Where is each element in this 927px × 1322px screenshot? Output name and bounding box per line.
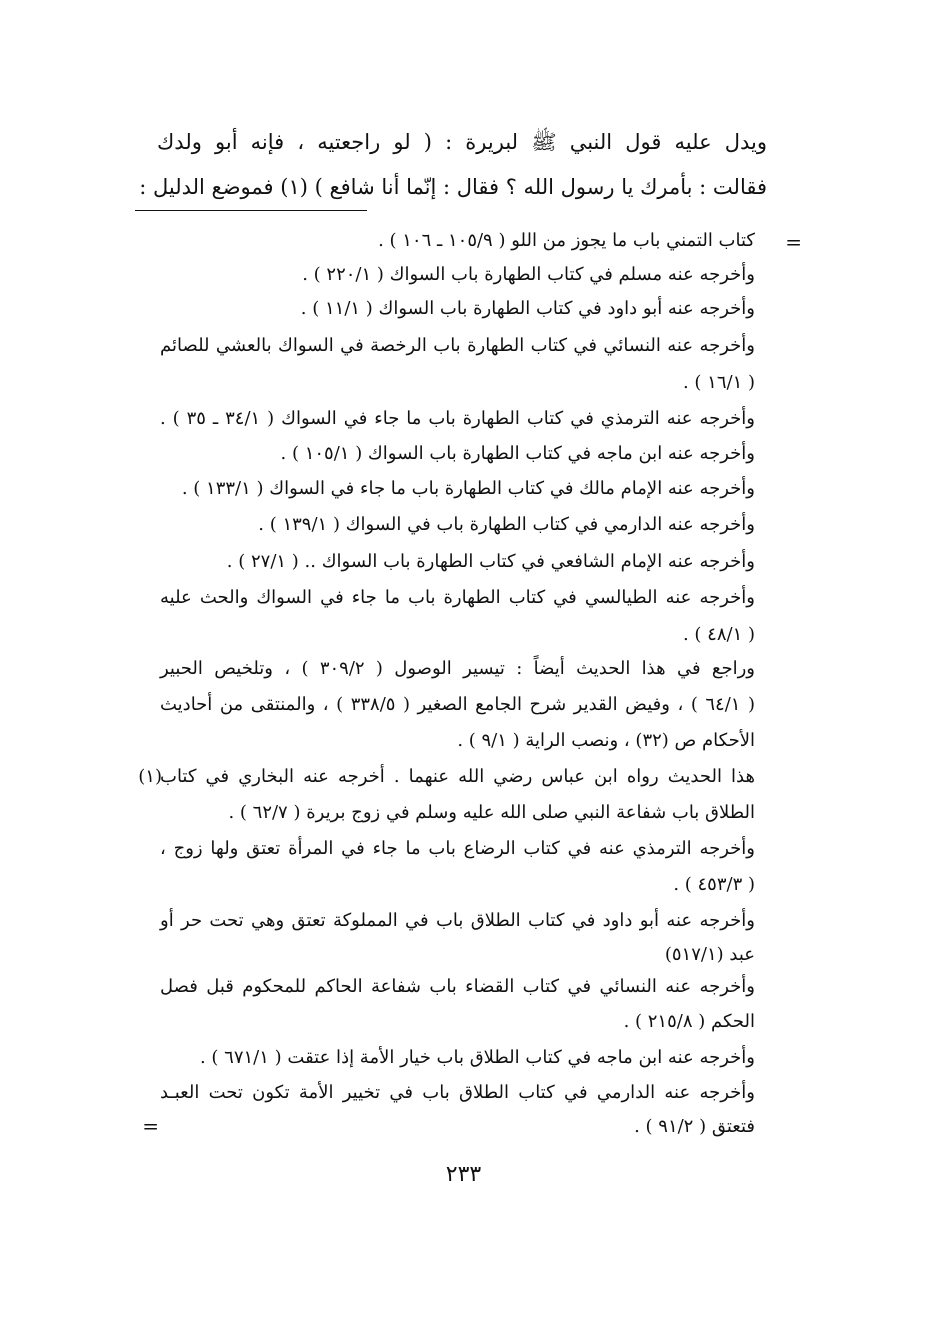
footnote-separator bbox=[135, 210, 367, 211]
footnote-line: الأحكام ص (٣٢) ، ونصب الراية ( ٩/١ ) . bbox=[457, 730, 755, 751]
footnote-number: (١) bbox=[138, 766, 162, 787]
footnote-line: وأخرجه عنه ابن ماجه في كتاب الطلاق باب خيار الأمة إذا عتقت ( ٦٧١/١ ) . bbox=[199, 1047, 755, 1068]
footnote-line: وأخرجه عنه ابن ماجه في كتاب الطهارة باب السواك ( ١٠٥/١ ) . bbox=[280, 443, 755, 464]
footnote-line: وأخرجه عنه الدارمي في كتاب الطلاق باب في تخيير الأمة تكون تحت العبـد bbox=[160, 1082, 755, 1103]
footnote-line: وأخرجه عنه الإمام الشافعي في كتاب الطهارة باب السواك .. ( ٢٧/١ ) . bbox=[226, 551, 755, 572]
footnote-line: ( ٦٤/١ ) ، وفيض القدير شرح الجامع الصغير ( ٣٣٨/٥ ) ، والمنتقى من أحاديث bbox=[160, 694, 756, 715]
footnote-line: وأخرجه الترمذي عنه في كتاب الرضاع باب ما جاء في المرأة تعتق ولها زوج ، bbox=[160, 838, 755, 859]
continuation-marker-end: = bbox=[142, 1114, 159, 1138]
continuation-marker: = bbox=[785, 230, 802, 254]
footnote-line: وأخرجه عنه الدارمي في كتاب الطهارة باب في السواك ( ١٣٩/١ ) . bbox=[258, 514, 755, 535]
main-text-line: ويدل عليه قول النبي ﷺ لبريرة : ( لو راجعتيه ، فإنه أبو ولدك bbox=[157, 130, 767, 154]
footnote-line: وأخرجه عنه الترمذي في كتاب الطهارة باب ما جاء في السواك ( ٣٤/١ ـ ٣٥ ) . bbox=[160, 408, 755, 429]
footnote-line: كتاب التمني باب ما يجوز من اللو ( ١٠٥/٩ ـ ١٠٦ ) . bbox=[378, 230, 755, 251]
footnote-line: وأخرجه عنه الإمام مالك في كتاب الطهارة باب ما جاء في السواك ( ١٣٣/١ ) . bbox=[181, 478, 755, 499]
footnote-line: عبد (٥١٧/١) bbox=[664, 944, 755, 965]
footnote-line: هذا الحديث رواه ابن عباس رضي الله عنهما . أخرجه عنه البخاري في كتاب bbox=[160, 766, 755, 787]
footnote-line: وأخرجه عنه الطيالسي في كتاب الطهارة باب ما جاء في السواك والحث عليه bbox=[160, 587, 755, 608]
footnote-line: ( ١٦/١ ) . bbox=[682, 372, 755, 393]
footnote-line: وأخرجه عنه مسلم في كتاب الطهارة باب السواك ( ٢٢٠/١ ) . bbox=[302, 264, 755, 285]
main-text-line: فقالت : بأمرك يا رسول الله ؟ فقال : إنّما أنا شافع ) (١) فموضع الدليل : bbox=[139, 175, 767, 199]
footnote-line: ( ٤٨/١ ) . bbox=[682, 624, 755, 645]
main-text bbox=[139, 120, 767, 210]
footnote-line: وأخرجه عنه أبو داود في كتاب الطهارة باب السواك ( ١١/١ ) . bbox=[300, 298, 755, 319]
footnote-line: وأخرجه عنه النسائي في كتاب الطهارة باب الرخصة في السواك بالعشي للصائم bbox=[160, 335, 755, 356]
footnote-line: الطلاق باب شفاعة النبي صلى الله عليه وسلم في زوج بريرة ( ٦٢/٧ ) . bbox=[228, 802, 755, 823]
footnote-line: وأخرجه عنه أبو داود في كتاب الطلاق باب في المملوكة تعتق وهي تحت حر أو bbox=[160, 910, 755, 931]
footnote-line: وراجع في هذا الحديث أيضاً : تيسير الوصول ( ٣٠٩/٢ ) ، وتلخيص الحبير bbox=[160, 658, 755, 679]
footnote-line: وأخرجه عنه النسائي في كتاب القضاء باب شفاعة الحاكم للمحكوم قبل فصل bbox=[160, 976, 755, 997]
footnote-line: فتعتق ( ٩١/٢ ) . bbox=[634, 1116, 755, 1137]
footnote-line: الحكم ( ٢١٥/٨ ) . bbox=[623, 1011, 755, 1032]
footnote-line: ( ٤٥٣/٣ ) . bbox=[673, 874, 755, 895]
page-number: ٢٣٣ bbox=[445, 1162, 482, 1187]
